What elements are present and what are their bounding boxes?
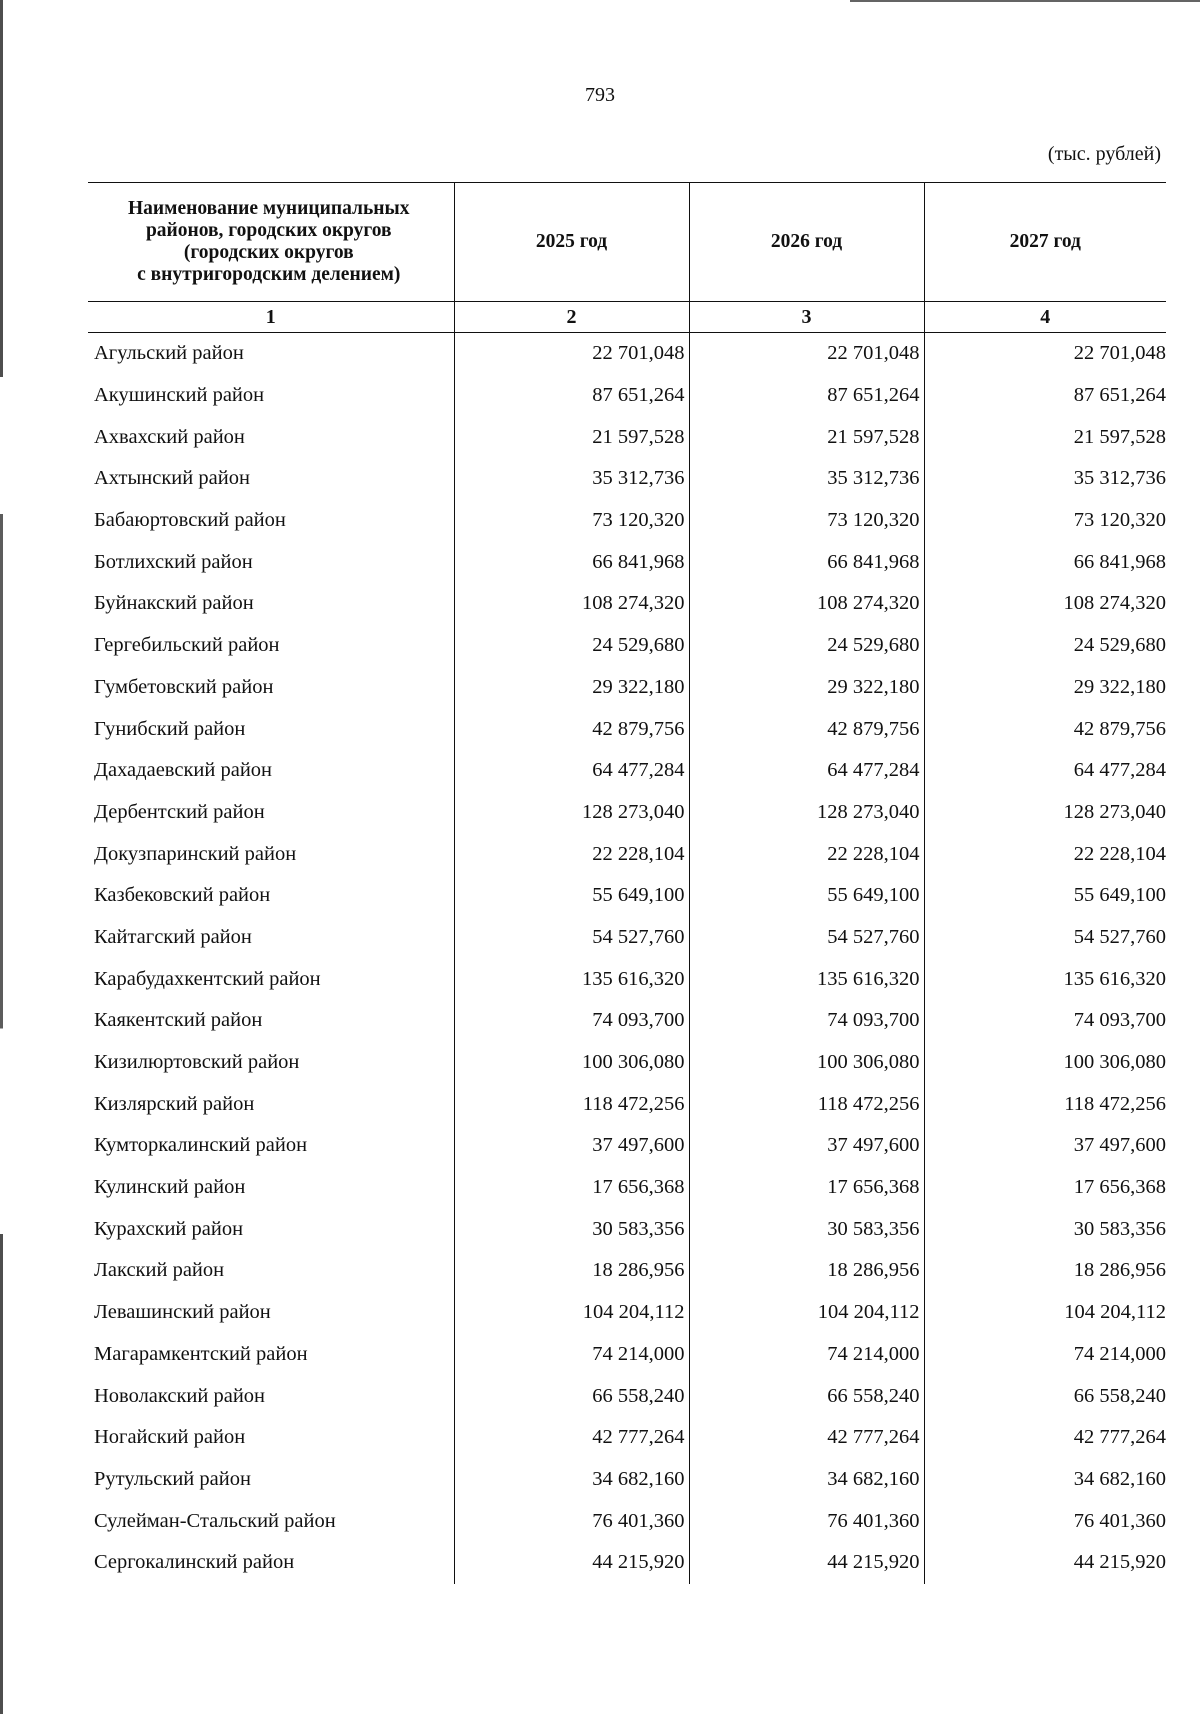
value-cell-2026: 34 682,160	[689, 1459, 924, 1501]
value-cell-2025: 76 401,360	[454, 1500, 689, 1542]
value-cell-2026: 55 649,100	[689, 875, 924, 917]
value-cell-2026: 42 777,264	[689, 1417, 924, 1459]
table-row	[88, 500, 1166, 542]
value-cell-2025: 108 274,320	[454, 583, 689, 625]
table-row	[88, 1334, 1166, 1376]
value-cell-2026: 135 616,320	[689, 958, 924, 1000]
value-cell-2025: 128 273,040	[454, 792, 689, 834]
value-cell-2025: 87 651,264	[454, 375, 689, 417]
district-name-cell: Новолакский район	[88, 1375, 454, 1417]
value-cell-2027: 55 649,100	[1073, 884, 1166, 907]
column-number: 4	[924, 302, 1166, 333]
value-cell-2027: 66 841,968	[1073, 550, 1166, 573]
district-name-cell: Акушинский район	[88, 375, 454, 417]
table-row	[88, 416, 1166, 458]
header-2027: 2027 год	[924, 183, 1166, 302]
district-name-cell: Рутульский район	[88, 1459, 454, 1501]
table-row	[88, 1417, 1166, 1459]
header-name-line: районов, городских округов	[145, 220, 392, 241]
district-name-cell: Сулейман-Стальский район	[88, 1500, 454, 1542]
district-name-cell: Гергебильский район	[88, 625, 454, 667]
value-cell-2025: 18 286,956	[454, 1250, 689, 1292]
value-cell-2025: 35 312,736	[454, 458, 689, 500]
district-name-cell: Кизилюртовский район	[88, 1042, 454, 1084]
table-row	[88, 1167, 1166, 1209]
value-cell-2026: 44 215,920	[689, 1542, 924, 1584]
value-cell-2025: 66 558,240	[454, 1375, 689, 1417]
column-number: 2	[454, 302, 689, 333]
value-cell-2026: 108 274,320	[689, 583, 924, 625]
value-cell-2027: 76 401,360	[1073, 1509, 1166, 1532]
value-cell-2026: 22 701,048	[689, 333, 924, 375]
table-row	[88, 833, 1166, 875]
value-cell-2025: 42 879,756	[454, 708, 689, 750]
value-cell-2026: 100 306,080	[689, 1042, 924, 1084]
scan-top-edge	[850, 0, 1200, 2]
district-name-cell: Агульский район	[88, 333, 454, 375]
value-cell-2027: 18 286,956	[1073, 1259, 1166, 1282]
page-number: 793	[585, 84, 615, 106]
district-name-cell: Бабаюртовский район	[88, 500, 454, 542]
table-row	[88, 333, 1166, 375]
value-cell-2026: 21 597,528	[689, 416, 924, 458]
table-row	[88, 1208, 1166, 1250]
table-row	[88, 792, 1166, 834]
value-cell-2026: 30 583,356	[689, 1208, 924, 1250]
district-name-cell: Кулинский район	[88, 1167, 454, 1209]
value-cell-2027: 44 215,920	[1073, 1551, 1166, 1574]
value-cell-2026: 22 228,104	[689, 833, 924, 875]
value-cell-2025: 100 306,080	[454, 1042, 689, 1084]
district-name-cell: Дербентский район	[88, 792, 454, 834]
value-cell-2027: 42 777,264	[1073, 1426, 1166, 1449]
column-number: 1	[88, 302, 454, 333]
value-cell-2025: 118 472,256	[454, 1083, 689, 1125]
table-row	[88, 541, 1166, 583]
table-row	[88, 1125, 1166, 1167]
value-cell-2025: 42 777,264	[454, 1417, 689, 1459]
value-cell-2027: 66 558,240	[1073, 1384, 1166, 1407]
value-cell-2026: 54 527,760	[689, 917, 924, 959]
value-cell-2027: 42 879,756	[1073, 717, 1166, 740]
district-name-cell: Сергокалинский район	[88, 1542, 454, 1584]
value-cell-2025: 74 093,700	[454, 1000, 689, 1042]
value-cell-2027: 35 312,736	[1073, 467, 1166, 490]
table-row	[88, 1042, 1166, 1084]
value-cell-2026: 76 401,360	[689, 1500, 924, 1542]
value-cell-2027: 21 597,528	[1073, 425, 1166, 448]
table-header-row	[88, 183, 1166, 302]
district-name-cell: Ботлихский район	[88, 541, 454, 583]
table-row	[88, 958, 1166, 1000]
table-row	[88, 750, 1166, 792]
value-cell-2027: 22 228,104	[1073, 842, 1166, 865]
table-row	[88, 375, 1166, 417]
value-cell-2027: 54 527,760	[1073, 925, 1166, 948]
value-cell-2026: 66 841,968	[689, 541, 924, 583]
district-name-cell: Дахадаевский район	[88, 750, 454, 792]
value-cell-2025: 54 527,760	[454, 917, 689, 959]
value-cell-2025: 73 120,320	[454, 500, 689, 542]
district-name-cell: Курахский район	[88, 1208, 454, 1250]
district-name-cell: Левашинский район	[88, 1292, 454, 1334]
value-cell-2025: 55 649,100	[454, 875, 689, 917]
value-cell-2025: 21 597,528	[454, 416, 689, 458]
value-cell-2026: 35 312,736	[689, 458, 924, 500]
value-cell-2025: 29 322,180	[454, 667, 689, 709]
value-cell-2027: 24 529,680	[1073, 634, 1166, 657]
value-cell-2027: 74 214,000	[1073, 1342, 1166, 1365]
district-name-cell: Ногайский район	[88, 1417, 454, 1459]
header-name-line: Наименование муниципальных	[128, 198, 410, 219]
scan-left-edge	[0, 0, 3, 1714]
value-cell-2025: 135 616,320	[454, 958, 689, 1000]
value-cell-2025: 22 701,048	[454, 333, 689, 375]
value-cell-2026: 17 656,368	[689, 1167, 924, 1209]
table-row	[88, 917, 1166, 959]
value-cell-2026: 104 204,112	[689, 1292, 924, 1334]
value-cell-2027: 22 701,048	[1073, 342, 1166, 365]
value-cell-2025: 30 583,356	[454, 1208, 689, 1250]
header-2026: 2026 год	[689, 183, 924, 302]
table-row	[88, 1250, 1166, 1292]
district-name-cell: Карабудахкентский район	[88, 958, 454, 1000]
table-row	[88, 1542, 1166, 1584]
value-cell-2026: 73 120,320	[689, 500, 924, 542]
value-cell-2026: 74 214,000	[689, 1334, 924, 1376]
value-cell-2026: 64 477,284	[689, 750, 924, 792]
district-name-cell: Буйнакский район	[88, 583, 454, 625]
district-name-cell: Кумторкалинский район	[88, 1125, 454, 1167]
value-cell-2026: 42 879,756	[689, 708, 924, 750]
table-row	[88, 667, 1166, 709]
table-row	[88, 1083, 1166, 1125]
value-cell-2027: 108 274,320	[1063, 592, 1166, 615]
value-cell-2025: 22 228,104	[454, 833, 689, 875]
value-cell-2026: 29 322,180	[689, 667, 924, 709]
value-cell-2025: 34 682,160	[454, 1459, 689, 1501]
value-cell-2027: 74 093,700	[1073, 1009, 1166, 1032]
value-cell-2026: 87 651,264	[689, 375, 924, 417]
value-cell-2025: 66 841,968	[454, 541, 689, 583]
value-cell-2027: 100 306,080	[1063, 1051, 1166, 1074]
value-cell-2026: 74 093,700	[689, 1000, 924, 1042]
value-cell-2027: 118 472,256	[1064, 1092, 1166, 1115]
value-cell-2027: 128 273,040	[1063, 800, 1166, 823]
value-cell-2027: 17 656,368	[1073, 1176, 1166, 1199]
district-name-cell: Докузпаринский район	[88, 833, 454, 875]
district-name-cell: Гунибский район	[88, 708, 454, 750]
district-name-cell: Каякентский район	[88, 1000, 454, 1042]
table-row	[88, 708, 1166, 750]
value-cell-2027: 29 322,180	[1073, 675, 1166, 698]
table-row	[88, 625, 1166, 667]
district-name-cell: Ахвахский район	[88, 416, 454, 458]
table-row	[88, 1375, 1166, 1417]
value-cell-2027: 30 583,356	[1073, 1217, 1166, 1240]
value-cell-2026: 18 286,956	[689, 1250, 924, 1292]
value-cell-2025: 17 656,368	[454, 1167, 689, 1209]
table-row	[88, 583, 1166, 625]
header-2025: 2025 год	[454, 183, 689, 302]
header-name-line: с внутригородским делением)	[137, 264, 401, 285]
value-cell-2027: 87 651,264	[1073, 384, 1166, 407]
header-name-line: (городских округов	[183, 242, 354, 263]
value-cell-2025: 44 215,920	[454, 1542, 689, 1584]
value-cell-2027: 37 497,600	[1073, 1134, 1166, 1157]
district-name-cell: Кизлярский район	[88, 1083, 454, 1125]
value-cell-2027: 64 477,284	[1073, 759, 1166, 782]
table-row	[88, 1500, 1166, 1542]
value-cell-2027: 104 204,112	[1064, 1301, 1166, 1324]
district-name-cell: Казбековский район	[88, 875, 454, 917]
units-label: (тыс. рублей)	[1047, 143, 1161, 165]
table-row	[88, 1459, 1166, 1501]
table-row	[88, 458, 1166, 500]
value-cell-2025: 24 529,680	[454, 625, 689, 667]
table-row	[88, 1292, 1166, 1334]
value-cell-2026: 37 497,600	[689, 1125, 924, 1167]
value-cell-2026: 128 273,040	[689, 792, 924, 834]
column-number: 3	[689, 302, 924, 333]
value-cell-2027: 34 682,160	[1073, 1467, 1166, 1490]
value-cell-2025: 74 214,000	[454, 1334, 689, 1376]
district-name-cell: Кайтагский район	[88, 917, 454, 959]
value-cell-2026: 66 558,240	[689, 1375, 924, 1417]
value-cell-2026: 118 472,256	[689, 1083, 924, 1125]
value-cell-2025: 64 477,284	[454, 750, 689, 792]
column-number-row	[88, 302, 1166, 333]
district-name-cell: Гумбетовский район	[88, 667, 454, 709]
value-cell-2027: 73 120,320	[1073, 509, 1166, 532]
table-row	[88, 1000, 1166, 1042]
budget-table	[88, 182, 1166, 1584]
value-cell-2027: 135 616,320	[1063, 967, 1166, 990]
district-name-cell: Ахтынский район	[88, 458, 454, 500]
district-name-cell: Магарамкентский район	[88, 1334, 454, 1376]
table-body	[88, 333, 1166, 1584]
value-cell-2026: 24 529,680	[689, 625, 924, 667]
header-district-name	[88, 183, 454, 302]
value-cell-2025: 104 204,112	[454, 1292, 689, 1334]
district-name-cell: Лакский район	[88, 1250, 454, 1292]
value-cell-2025: 37 497,600	[454, 1125, 689, 1167]
table-row	[88, 875, 1166, 917]
